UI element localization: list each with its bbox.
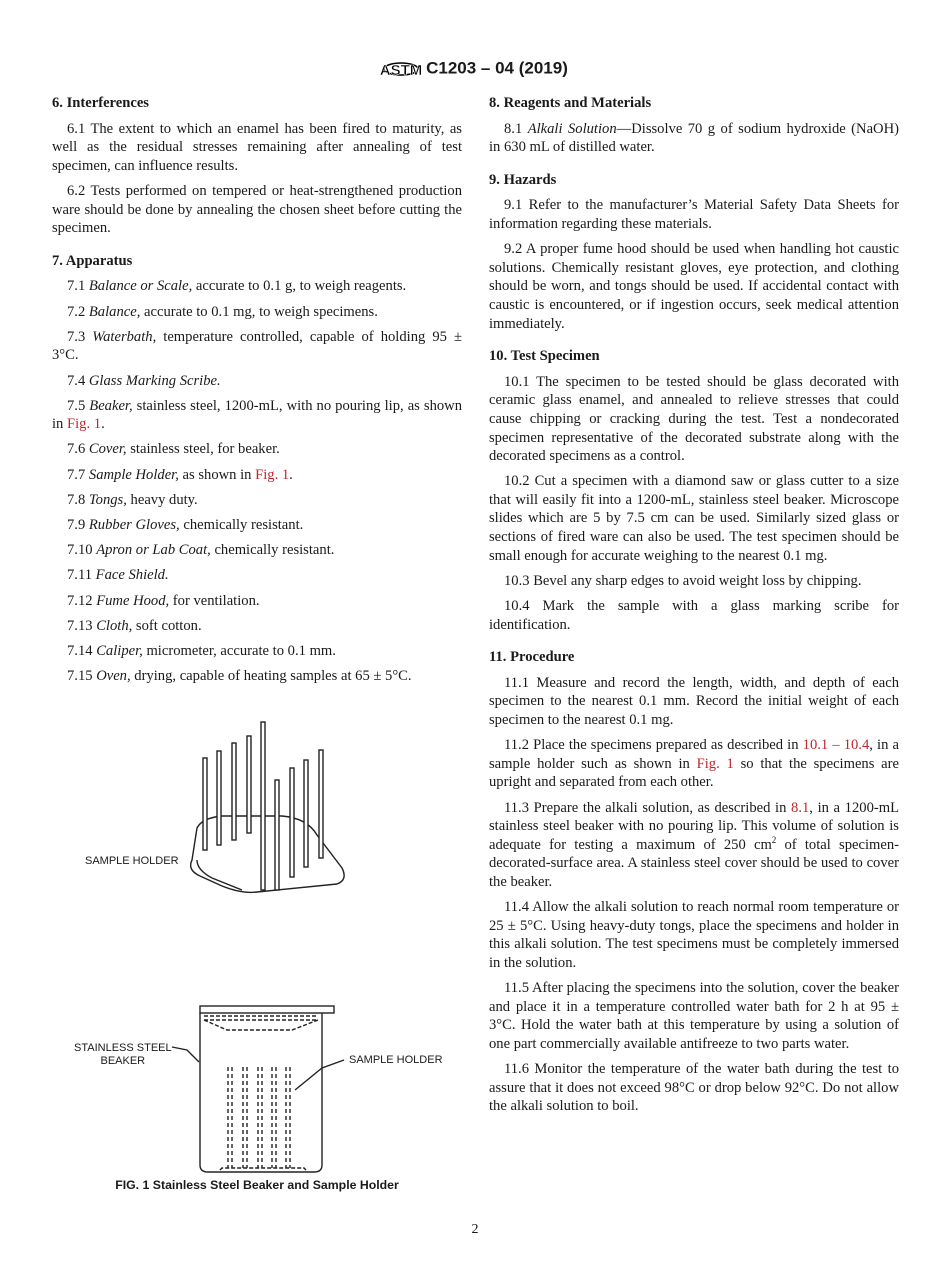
figure-caption: FIG. 1 Stainless Steel Beaker and Sample Holder [115, 1178, 399, 1192]
svg-text:ASTM: ASTM [379, 62, 423, 79]
sample-holder-label: SAMPLE HOLDER [85, 855, 179, 867]
paragraph [489, 1060, 899, 1116]
text-run: 7.10 [67, 542, 97, 559]
section-heading: 6. Interferences [52, 95, 149, 111]
cross-reference-link[interactable]: Fig. 1 [696, 755, 734, 772]
text-run: 7.13 [67, 617, 97, 634]
item-term: Alkali Solution [527, 120, 617, 137]
paragraph [52, 617, 462, 636]
text-run: . [289, 466, 293, 483]
text-run: 2 [771, 834, 777, 845]
section-heading: 7. Apparatus [52, 252, 133, 269]
holder-rod [319, 750, 323, 858]
text-run: 7.7 [67, 466, 89, 483]
paragraph [52, 516, 462, 535]
paragraph [489, 373, 899, 466]
text-run: of total specimen-decorated-surface area. A stainless steel cover should be used to cover the beaker. [489, 836, 899, 890]
paragraph [489, 572, 899, 591]
paragraph [52, 182, 462, 238]
text-run: 10.2 Cut a specimen with a diamond saw or glass cutter to a size that will easily fit into a 1200-mL, stainless steel beaker. Microscope slides which are 5 by 7.5 cm can be used. Similarly sized glass or sections of fired ware can also be used. The test specimen should be small enough for accurate weighing to the nearest 0.1 mg. [489, 473, 899, 564]
text-run: 10.4 Mark the sample with a glass marking scribe for identification. [489, 598, 899, 633]
text-run: , in a sample holder such as shown in [489, 737, 900, 772]
item-term: Face Shield. [95, 567, 169, 584]
sample-holder-drawing [52, 700, 462, 1170]
text-run: 11.2 Place the specimens prepared as described in [504, 737, 803, 754]
paragraph [52, 566, 462, 585]
text-run: heavy duty. [126, 491, 198, 508]
text-run: 8.1 [504, 120, 528, 137]
cross-reference-link[interactable]: 10.1 – 10.4 [802, 737, 870, 754]
figure-1 [52, 700, 462, 1200]
text-run: 7.3 [67, 328, 93, 345]
text-run: stainless steel, for beaker. [126, 441, 280, 458]
text-run: —Dissolve 70 g of sodium hydroxide (NaOH) in 630 mL of distilled water. [489, 120, 899, 156]
text-run: 11.4 Allow the alkali solution to reach normal room temperature or 25 ± 5°C. Using heavy-duty tongs, place the specimens and holder in this alkali solution. The test specimens must be completely immersed in the solution. [489, 899, 899, 971]
section [489, 347, 899, 634]
holder-rod [290, 768, 294, 877]
holder-rod [217, 751, 221, 845]
section-heading: 11. Procedure [489, 649, 575, 666]
paragraph [52, 466, 462, 485]
paragraph [52, 372, 462, 391]
item-term: Caliper, [96, 642, 143, 659]
section [52, 94, 462, 238]
item-term: Oven, [96, 668, 131, 685]
section [489, 648, 899, 1116]
item-term: Waterbath, [92, 328, 157, 345]
text-run: soft cotton. [132, 617, 202, 634]
cross-reference-link[interactable]: 8.1 [791, 799, 810, 816]
left-column [52, 94, 462, 700]
text-run: temperature controlled, capable of holding 95 ± 3°C. [52, 328, 462, 364]
text-run: stainless steel, 1200-mL, with no pouring lip, as shown in [52, 397, 463, 433]
text-run: so that the specimens are upright and separated from each other. [489, 755, 899, 791]
paragraph [489, 472, 899, 565]
paragraph [489, 979, 899, 1053]
text-run: 11.1 Measure and record the length, width, and depth of each specimen to the nearest 0.1 mm. Record the initial weight of each specimen to the nearest 0.1 mg. [489, 674, 899, 728]
paragraph [52, 120, 462, 176]
astm-logo-icon [379, 56, 423, 82]
text-run: 7.1 [67, 278, 89, 295]
paragraph [489, 674, 899, 730]
item-term: Cloth, [96, 617, 133, 634]
text-run: for ventilation. [169, 592, 260, 609]
paragraph [52, 328, 462, 365]
item-term: Apron or Lab Coat, [96, 542, 211, 559]
text-run: 7.4 [67, 372, 89, 389]
text-run: 7.8 [67, 491, 89, 508]
text-run: 11.3 Prepare the alkali solution, as described in [504, 799, 792, 816]
paragraph [489, 597, 899, 634]
section [489, 171, 899, 333]
holder-rod [232, 743, 236, 840]
text-run: accurate to 0.1 g, to weigh reagents. [192, 278, 407, 295]
paragraph [489, 196, 899, 233]
text-run: 7.6 [67, 441, 89, 458]
text-run: 9.1 Refer to the manufacturer’s Material Safety Data Sheets for information regarding these materials. [489, 197, 899, 232]
section-heading: 9. Hazards [489, 171, 557, 188]
section [52, 252, 462, 686]
paragraph [52, 440, 462, 459]
paragraph [52, 277, 462, 296]
item-term: Sample Holder, [88, 466, 179, 483]
paragraph [52, 667, 462, 686]
cross-reference-link[interactable]: Fig. 1 [67, 416, 102, 433]
paragraph [489, 240, 899, 333]
paragraph [52, 642, 462, 661]
text-run: as shown in [178, 466, 256, 483]
section-heading: 8. Reagents and Materials [489, 95, 652, 111]
paragraph [52, 592, 462, 611]
text-run: 6.2 Tests performed on tempered or heat-strengthened production ware should be done by annealing the chosen sheet before cutting the specimen. [52, 182, 462, 237]
text-run: 6.1 The extent to which an enamel has been fired to maturity, as well as the residual stresses remaining after annealing of test specimen, can influence results. [52, 120, 462, 174]
right-column [489, 94, 899, 1130]
holder-rod [203, 758, 207, 850]
text-run: 7.12 [67, 592, 97, 609]
beaker-label: STAINLESS STEEL BEAKER [74, 1042, 172, 1067]
text-run: drying, capable of heating samples at 65 ± 5°C. [130, 668, 412, 685]
holder-rod [261, 722, 265, 890]
item-term: Balance or Scale, [88, 278, 193, 295]
text-run: 7.15 [67, 668, 97, 685]
item-term: Rubber Gloves, [88, 517, 180, 534]
text-run: accurate to 0.1 mg, to weigh specimens. [140, 303, 378, 320]
text-run: 10.3 Bevel any sharp edges to avoid weight loss by chipping. [504, 572, 862, 589]
text-run: . [101, 416, 105, 433]
text-run: 7.14 [67, 642, 97, 659]
page-header [0, 56, 950, 82]
text-run: chemically resistant. [179, 517, 304, 534]
text-run: 11.6 Monitor the temperature of the water bath during the test to assure that it does not exceed 98°C or drop below 92°C. Do not allow the alkali solution to boil. [489, 1061, 899, 1115]
item-term: Fume Hood, [96, 592, 170, 609]
item-term: Glass Marking Scribe. [88, 372, 221, 389]
item-term: Tongs, [88, 491, 127, 508]
paragraph [489, 898, 899, 972]
page-number: 2 [471, 1222, 479, 1237]
item-term: Cover, [88, 441, 127, 458]
paragraph [52, 491, 462, 510]
section [489, 94, 899, 157]
document-designation: C1203 – 04 (2019) [426, 58, 568, 78]
holder-rod [247, 736, 251, 833]
text-run: 7.5 [67, 397, 90, 414]
paragraph [52, 303, 462, 322]
paragraph [52, 397, 462, 434]
text-run: 7.2 [67, 303, 89, 320]
holder-rod [275, 780, 279, 890]
section-heading: 10. Test Specimen [489, 348, 600, 365]
text-run: 7.11 [67, 567, 96, 584]
text-run: micrometer, accurate to 0.1 mm. [142, 642, 336, 659]
paragraph [489, 120, 899, 157]
paragraph [489, 736, 899, 792]
text-run: 9.2 A proper fume hood should be used when handling hot caustic solutions. Chemically resistant gloves, eye protection, and clothing should be worn, and tongs should be used. If accidental contact with caustic is encountered, or if ingestion occurs, seek medical attention immediately. [489, 241, 899, 332]
text-run: chemically resistant. [210, 542, 335, 559]
item-term: Balance, [88, 303, 141, 320]
paragraph [489, 799, 899, 892]
text-run: 11.5 After placing the specimens into the solution, cover the beaker and place it in a temperature controlled water bath for 2 h at 95 ± 3°C. Hold the water bath at this temperature by using a solution of one part commercially available antifreeze to two parts water. [489, 980, 899, 1052]
text-run: 10.1 The specimen to be tested should be glass decorated with ceramic glass enamel, and annealed to relieve stresses that could cause chipping or cracking during the test. Test a nondecorated specimen representative of the decorated substrate along with the decorated specimens as a control. [489, 373, 899, 465]
sample-holder-callout-label: SAMPLE HOLDER [349, 1054, 443, 1066]
text-run: , in a 1200-mL stainless steel beaker with no pouring lip. This volume of solution is adequate for testing a maximum of 250 cm [489, 799, 899, 853]
paragraph [52, 541, 462, 560]
cross-reference-link[interactable]: Fig. 1 [255, 466, 290, 483]
holder-rod [304, 760, 308, 867]
text-run: 7.9 [67, 517, 89, 534]
item-term: Beaker, [89, 397, 133, 414]
